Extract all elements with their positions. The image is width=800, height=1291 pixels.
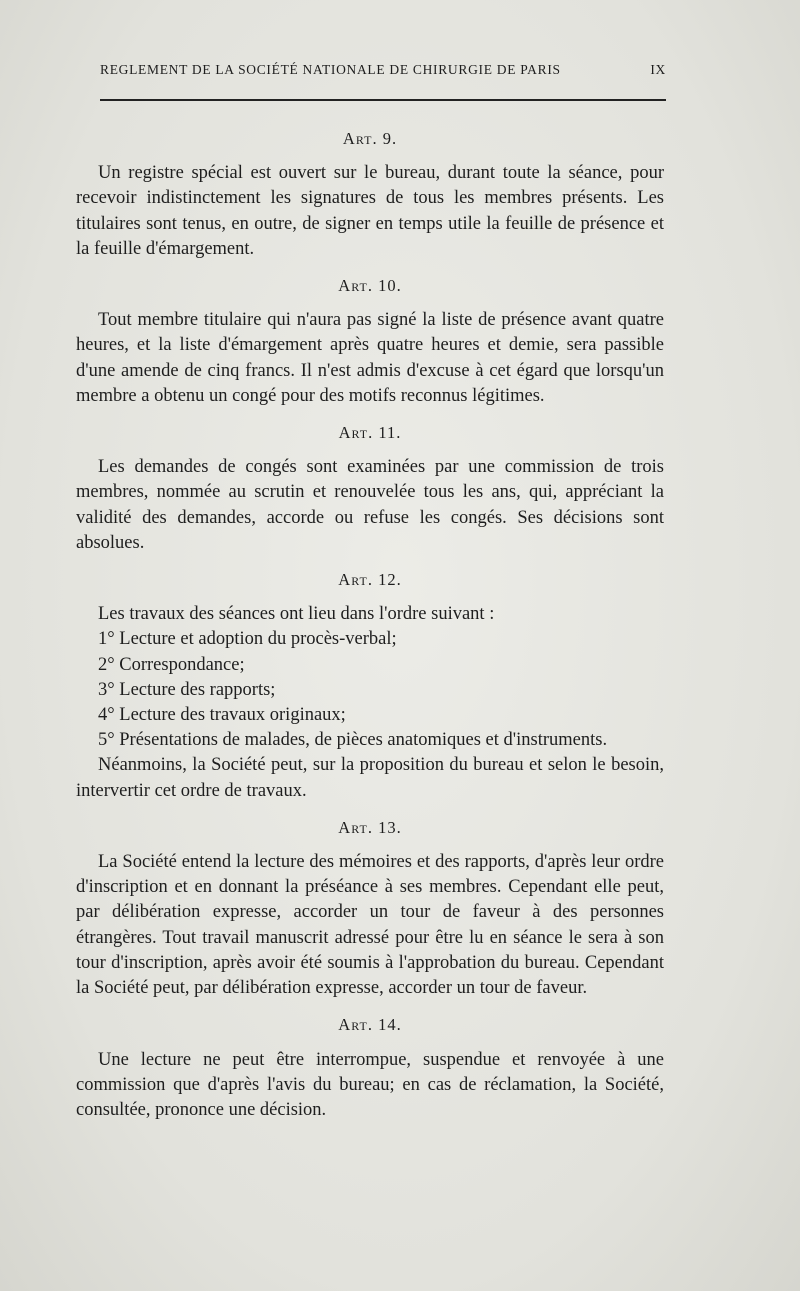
- list-item: 3° Lecture des rapports;: [98, 679, 276, 700]
- article-14: [76, 1012, 664, 1123]
- list-item: 2° Correspondance;: [98, 654, 245, 675]
- list-item: 1° Lecture et adoption du procès-verbal;: [98, 629, 397, 650]
- article-paragraph: Tout membre titulaire qui n'aura pas signé la liste de présence avant quatre heures, et la liste d'émargement après quatre heures et demie, sera passible d'une amende de cinq francs. Il n'est admis d'excuse à cet égard que lorsqu'un membre a obtenu un congé pour des motifs reconnus légitimes.: [76, 310, 664, 406]
- article-11: [76, 420, 664, 556]
- article-heading: Art. 14.: [338, 1015, 402, 1035]
- article-12: [76, 567, 664, 804]
- article-intro: Les travaux des séances ont lieu dans l'ordre suivant :: [98, 604, 495, 625]
- article-paragraph: Une lecture ne peut être interrompue, suspendue et renvoyée à une commission que d'après l'avis du bureau; en cas de réclamation, la Société, consultée, prononce une décision.: [76, 1049, 664, 1120]
- article-heading: Art. 12.: [338, 570, 402, 590]
- article-paragraph: Les demandes de congés sont examinées par une commission de trois membres, nommée au scrutin et renouvelée tous les ans, qui, appréciant la validité des demandes, accorde ou refuse les congés. Ses décisions sont absolues.: [76, 457, 664, 553]
- article-heading: Art. 10.: [338, 276, 402, 296]
- running-header: [100, 62, 666, 78]
- article-heading: Art. 11.: [338, 423, 402, 443]
- header-rule: [100, 99, 666, 101]
- article-9: [76, 126, 664, 262]
- article-heading: Art. 13.: [338, 817, 402, 837]
- article-13: [76, 815, 664, 1001]
- page-number: IX: [650, 62, 666, 77]
- article-heading: Art. 9.: [342, 129, 398, 148]
- body-text: [76, 118, 664, 1134]
- header-title: REGLEMENT DE LA SOCIÉTÉ NATIONALE DE CHIRURGIE DE PARIS: [100, 62, 561, 77]
- article-paragraph: La Société entend la lecture des mémoires et des rapports, d'après leur ordre d'inscription et en donnant la préséance à ses membres. Cependant elle peut, par délibération expresse, accorder un tour de faveur à des personnes étrangères. Tout travail manuscrit adressé pour être lu en séance le sera à son tour d'inscription, après avoir été soumis à l'approbation du bureau. Cependant la Société peut, par délibération expresse, accorder un tour de faveur.: [76, 852, 664, 999]
- article-10: [76, 273, 664, 409]
- article-closing: Néanmoins, la Société peut, sur la proposition du bureau et selon le besoin, intervertir cet ordre de travaux.: [76, 755, 664, 801]
- article-paragraph: Un registre spécial est ouvert sur le bureau, durant toute la séance, pour recevoir indistinctement les signatures de tous les membres présents. Les titulaires sont tenus, en outre, de signer en temps utile la feuille de présence et la feuille d'émargement.: [76, 163, 664, 259]
- list-item: 5° Présentations de malades, de pièces anatomiques et d'instruments.: [98, 730, 608, 751]
- list-item: 4° Lecture des travaux originaux;: [98, 705, 346, 726]
